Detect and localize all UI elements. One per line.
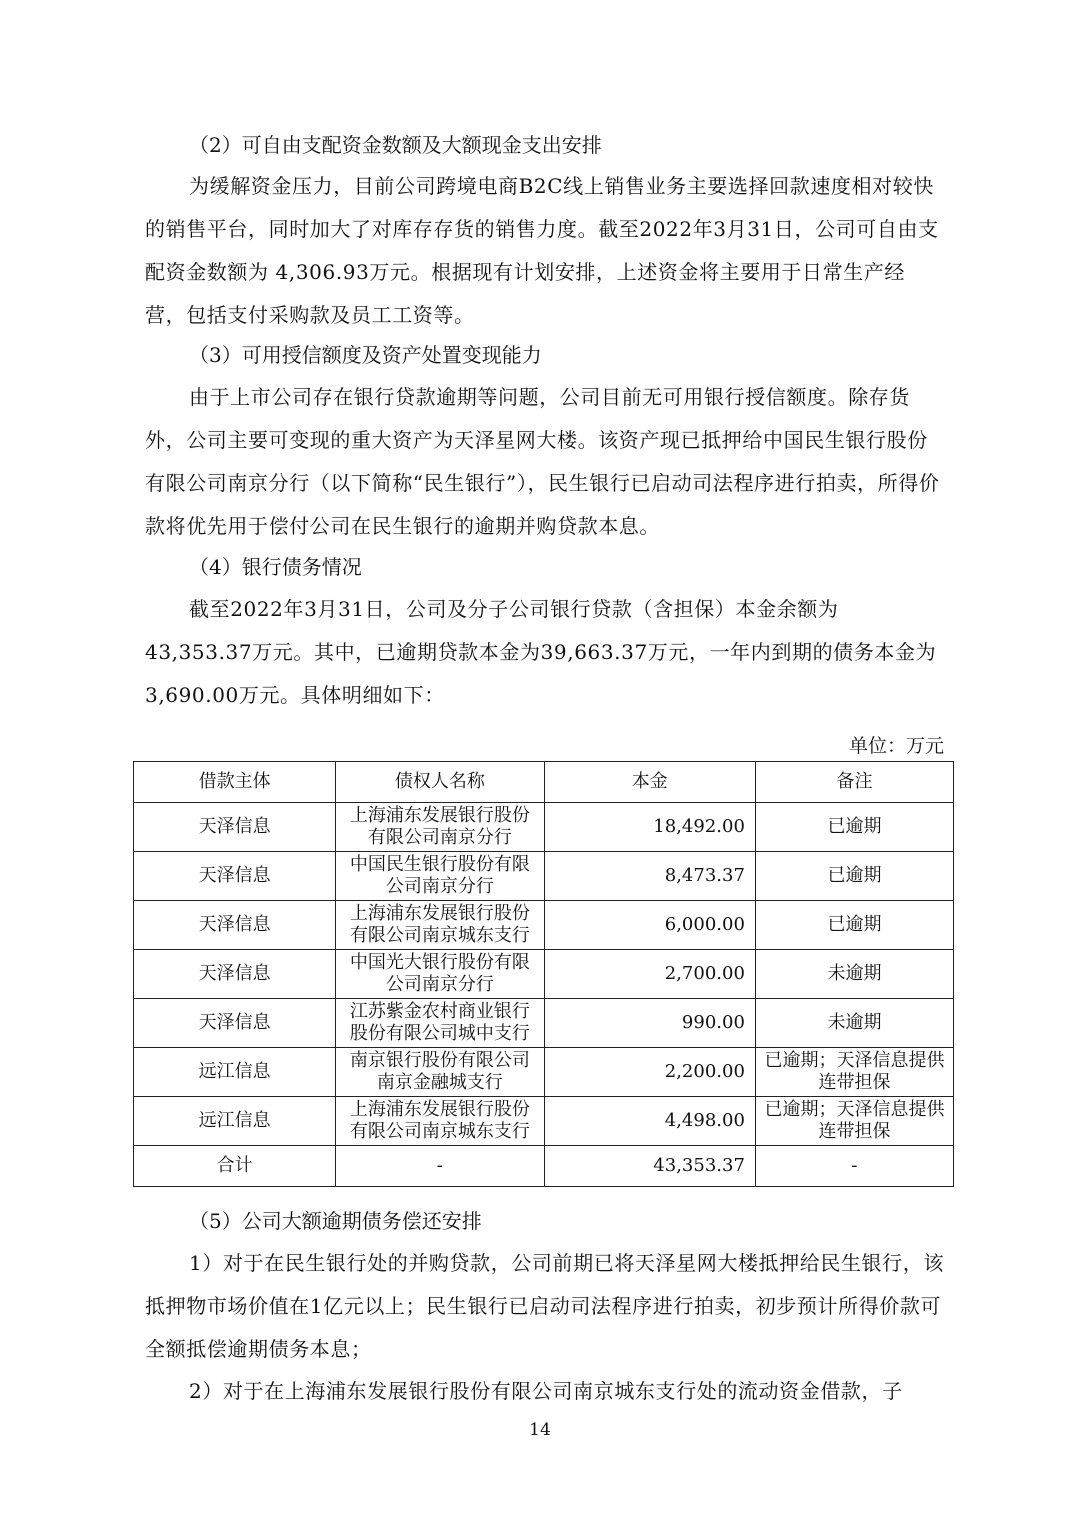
section-3-heading: （3）可用授信额度及资产处置变现能力	[189, 343, 542, 367]
cell-creditor: 江苏紫金农村商业银行股份有限公司城中支行	[336, 999, 544, 1048]
cell-note: 未逾期	[755, 950, 953, 999]
total-principal: 43,353.37	[544, 1146, 755, 1187]
table-row	[134, 950, 954, 999]
cell-creditor: 上海浦东发展银行股份有限公司南京分行	[336, 803, 544, 852]
header-creditor: 债权人名称	[336, 762, 544, 803]
cell-borrower: 天泽信息	[134, 852, 336, 901]
cell-principal: 2,200.00	[544, 1048, 755, 1097]
total-note: -	[755, 1146, 953, 1187]
cell-borrower: 远江信息	[134, 1048, 336, 1097]
section-5-item-2: 2）对于在上海浦东发展银行股份有限公司南京城东支行处的流动资金借款，子	[189, 1379, 903, 1403]
cell-borrower: 远江信息	[134, 1097, 336, 1146]
header-note: 备注	[755, 762, 953, 803]
bank-debt-table	[133, 761, 954, 1187]
header-borrower: 借款主体	[134, 762, 336, 803]
cell-borrower: 天泽信息	[134, 803, 336, 852]
table-unit-label: 单位：万元	[848, 735, 944, 757]
cell-note: 已逾期	[755, 901, 953, 950]
cell-principal: 990.00	[544, 999, 755, 1048]
table-header-row	[134, 762, 954, 803]
section-5-heading: （5）公司大额逾期债务偿还安排	[189, 1209, 482, 1233]
cell-borrower: 天泽信息	[134, 999, 336, 1048]
table-row	[134, 852, 954, 901]
table-row	[134, 901, 954, 950]
cell-creditor: 中国光大银行股份有限公司南京分行	[336, 950, 544, 999]
cell-principal: 4,498.00	[544, 1097, 755, 1146]
cell-creditor: 南京银行股份有限公司南京金融城支行	[336, 1048, 544, 1097]
total-creditor: -	[336, 1146, 544, 1187]
cell-creditor: 中国民生银行股份有限公司南京分行	[336, 852, 544, 901]
cell-principal: 8,473.37	[544, 852, 755, 901]
cell-principal: 18,492.00	[544, 803, 755, 852]
section-2-body: 为缓解资金压力，目前公司跨境电商B2C线上销售业务主要选择回款速度相对较快的销售平台，同时加大了对库存存货的销售力度。截至2022年3月31日，公司可自由支配资金数额为 4,306.93万元。根据现有计划安排，上述资金将主要用于日常生产经营，包括支付采购款及员工工资等。	[145, 174, 939, 327]
section-4-heading: （4）银行债务情况	[189, 555, 362, 579]
section-5-item-1: 1）对于在民生银行处的并购贷款，公司前期已将天泽星网大楼抵押给民生银行，该抵押物市场价值在1亿元以上；民生银行已启动司法程序进行拍卖，初步预计所得价款可全额抵偿逾期债务本息；	[145, 1251, 944, 1361]
table-row	[134, 1097, 954, 1146]
section-2-heading: （2）可自由支配资金数额及大额现金支出安排	[189, 133, 602, 157]
total-label: 合计	[134, 1146, 336, 1187]
section-3-body: 由于上市公司存在银行贷款逾期等问题，公司目前无可用银行授信额度。除存货外，公司主要可变现的重大资产为天泽星网大楼。该资产现已抵押给中国民生银行股份有限公司南京分行（以下简称“民生银行”），民生银行已启动司法程序进行拍卖，所得价款将优先用于偿付公司在民生银行的逾期并购贷款本息。	[145, 385, 940, 538]
cell-note: 未逾期	[755, 999, 953, 1048]
cell-note: 已逾期；天泽信息提供连带担保	[755, 1048, 953, 1097]
table-row	[134, 803, 954, 852]
table-total-row	[134, 1146, 954, 1187]
table-row	[134, 1048, 954, 1097]
cell-borrower: 天泽信息	[134, 950, 336, 999]
section-4-body: 截至2022年3月31日，公司及分子公司银行贷款（含担保）本金余额为43,353.37万元。其中，已逾期贷款本金为39,663.37万元，一年内到期的债务本金为3,690.00万元。具体明细如下：	[145, 597, 937, 707]
cell-note: 已逾期；天泽信息提供连带担保	[755, 1097, 953, 1146]
cell-creditor: 上海浦东发展银行股份有限公司南京城东支行	[336, 901, 544, 950]
cell-creditor: 上海浦东发展银行股份有限公司南京城东支行	[336, 1097, 544, 1146]
cell-note: 已逾期	[755, 803, 953, 852]
header-principal: 本金	[544, 762, 755, 803]
cell-principal: 6,000.00	[544, 901, 755, 950]
table-row	[134, 999, 954, 1048]
cell-principal: 2,700.00	[544, 950, 755, 999]
page-number: 14	[529, 1420, 551, 1440]
cell-borrower: 天泽信息	[134, 901, 336, 950]
cell-note: 已逾期	[755, 852, 953, 901]
